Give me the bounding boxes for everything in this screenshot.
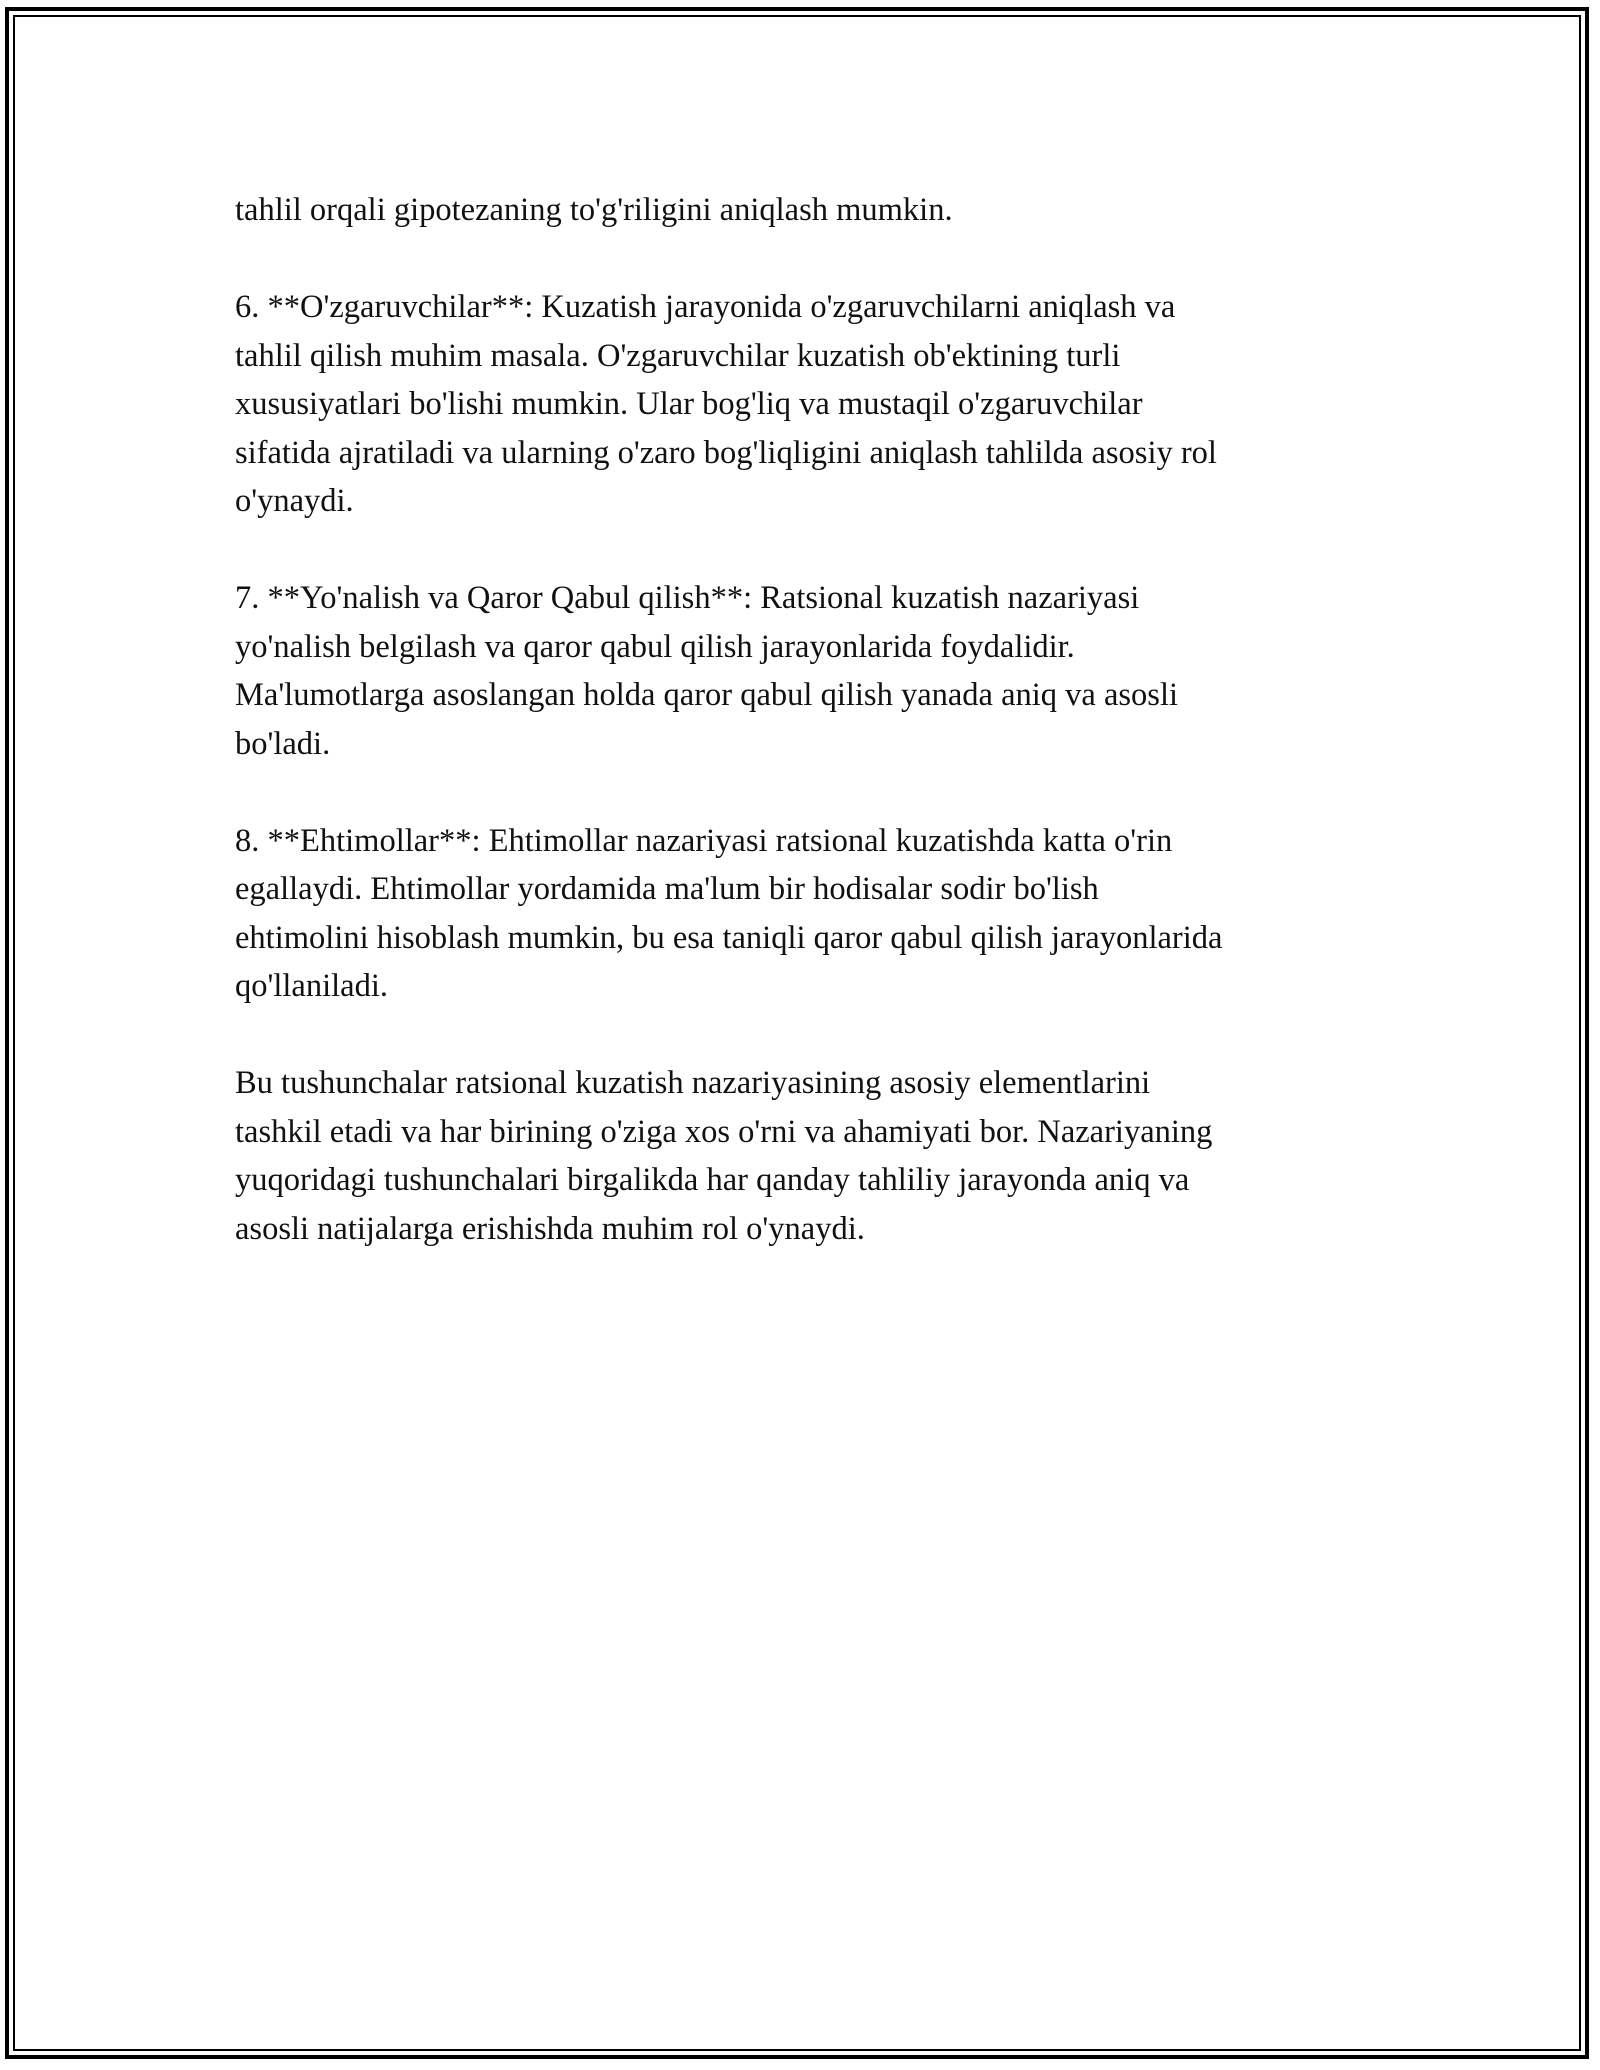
- paragraph-item-7: [235, 574, 1375, 768]
- text-line: tahlil orqali gipotezaning to'g'riligini aniqlash mumkin.: [235, 192, 953, 228]
- text-line: 8. **Ehtimollar**: Ehtimollar nazariyasi ratsional kuzatishda katta o'rin: [235, 822, 1173, 859]
- text-line: Ma'lumotlarga asoslangan holda qaror qabul qilish yanada aniq va asosli: [235, 677, 1179, 713]
- text-line: tashkil etadi va har birining o'ziga xos o'rni va ahamiyati bor. Nazariyaning: [235, 1113, 1213, 1150]
- text-line: Bu tushunchalar ratsional kuzatish nazariyasining asosiy elementlarini: [235, 1065, 1151, 1101]
- text-line: egallaydi. Ehtimollar yordamida ma'lum bir hodisalar sodir bo'lish: [235, 871, 1099, 907]
- text-line: sifatida ajratiladi va ularning o'zaro bog'liqligini aniqlash tahlilda asosiy rol: [235, 434, 1217, 471]
- text-line: o'ynaydi.: [235, 483, 354, 519]
- text-line: yuqoridagi tushunchalari birgalikda har qanday tahliliy jarayonda aniq va: [235, 1162, 1190, 1198]
- text-line: tahlil qilish muhim masala. O'zgaruvchilar kuzatish ob'ektining turli: [235, 337, 1121, 374]
- text-line: ehtimolini hisoblash mumkin, bu esa taniqli qaror qabul qilish jarayonlarida: [235, 919, 1223, 956]
- paragraph-conclusion: [235, 1059, 1375, 1253]
- document-body: [235, 186, 1375, 1302]
- text-line: bo'ladi.: [235, 725, 331, 762]
- text-line: yo'nalish belgilash va qaror qabul qilish jarayonlarida foydalidir.: [235, 628, 1075, 665]
- text-line: 6. **O'zgaruvchilar**: Kuzatish jarayonida o'zgaruvchilarni aniqlash va: [235, 289, 1176, 325]
- paragraph-item-8: [235, 817, 1375, 1011]
- text-line: asosli natijalarga erishishda muhim rol o'ynaydi.: [235, 1210, 865, 1247]
- paragraph-item-6: [235, 283, 1375, 526]
- text-line: 7. **Yo'nalish va Qaror Qabul qilish**: Ratsional kuzatish nazariyasi: [235, 580, 1140, 616]
- text-line: qo'llaniladi.: [235, 968, 388, 1004]
- paragraph-continuation: [235, 186, 1375, 235]
- text-line: xususiyatlari bo'lishi mumkin. Ular bog'liq va mustaqil o'zgaruvchilar: [235, 386, 1143, 422]
